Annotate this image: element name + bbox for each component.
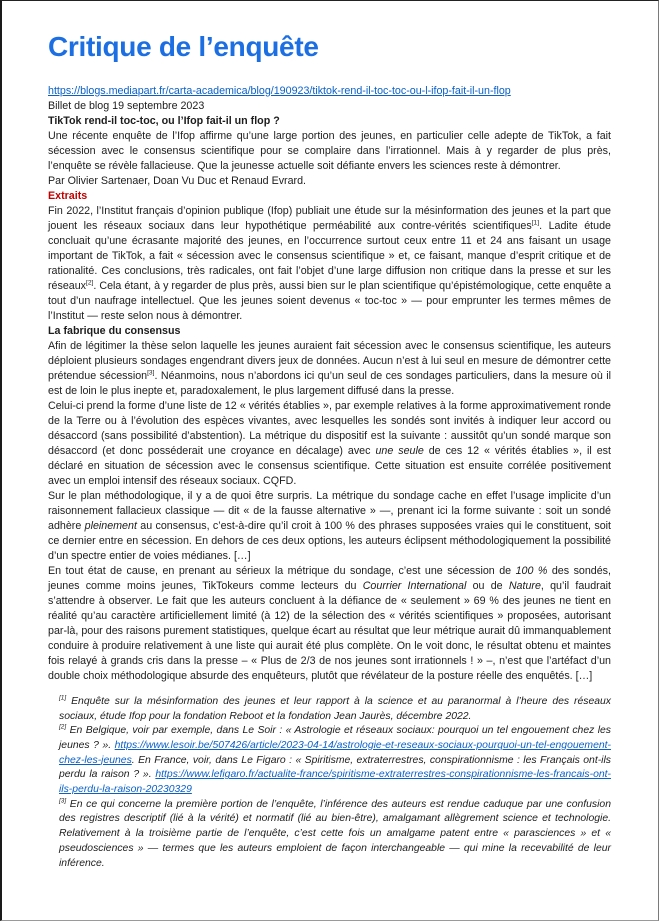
footnote-3 (59, 798, 611, 872)
source-url-line (48, 84, 611, 99)
text-run: . Ladite étude concluait qu’une écrasante majorité des jeunes, en l’occurrence surtout ceux entre 11 et 24 ans faisant un usage important de TikTok, a fait « sécession avec le consensus scientifique » et, ce faisant, manque d’esprit critique et de rationalité. Ces conclusions, très radicales, ont fait l’objet d’une large diffusion non critique dans la presse et sur les réseaux (48, 219, 611, 292)
text-run: . Cela étant, à y regarder de plus près, aussi bien sur le plan scientifique qu’épistémologique, cette enquête a tout d’un naufrage intellectuel. Que les jeunes soient devenus « toc-toc » — pour emprunter les termes mêmes de l’Institut — reste selon nous à démontrer. (48, 279, 611, 322)
paragraph-liste-verites (48, 399, 611, 489)
text-run: Afin de légitimer la thèse selon laquelle les jeunes auraient fait sécession avec le consensus scientifique, les auteurs déploient plusieurs sondages engendrant divers jeux de données. Aucun n’est à lui seul en mesure de démontrer cette prétendue sécession (48, 339, 611, 382)
text-run: pleinement (84, 519, 137, 532)
text-run: au consensus, c’est-à-dire qu’il croit à 100 % des phrases supposées vraies qui le constituent, soit ce dernier entre en sécession. En dehors de ces deux options, les auteurs éclipsent méthodologiquement la possibilité d’un spectre entier de voies médianes. […] (48, 519, 611, 562)
paragraph-methodologique (48, 489, 611, 564)
hyperlink[interactable]: https://www.lefigaro.fr/actualite-france/spiritisme-extraterrestres-conspirationnisme-les-francais-ont-ils-perdu-la-raison-20230329 (59, 769, 611, 796)
text-run: Sur le plan méthodologique, il y a de quoi être surpris. La métrique du sondage cache en effet l’usage implicite d’un raisonnement fallacieux classique — dit « de la fausse alternative » —, prenant ici la forme suivante : soit un sondé adhère (48, 489, 611, 532)
text-run: Nature (508, 579, 541, 592)
text-run: . En France, voir, dans Le Figaro : « Spiritisme, extraterrestres, conspirationnisme : les Français ont-ils perdu la raison ? ». (59, 754, 611, 781)
page-title: Critique de l’enquête (48, 31, 319, 62)
article-subtitle: TikTok rend-il toc-toc, ou l’Ifop fait-il un flop ? (48, 114, 280, 127)
footnote-ref: [2] (86, 279, 94, 287)
text-run: En tout état de cause, en prenant au sérieux la métrique du sondage, c’est une sécession de (48, 564, 516, 577)
section-heading-fabrique: La fabrique du consensus (48, 324, 181, 337)
footnote-ref: [1] (531, 219, 540, 227)
footnote-2 (59, 724, 611, 798)
text-run: Celui-ci prend la forme d’une liste de 12 « vérités établies », par exemple relatives à la forme approximativement ronde de la Terre ou à l’évolution des espèces vivantes, avec lesquelles les sondés sont invités à indiquer leur accord ou désaccord (sans possibilité d’abstention). La métrique du dispositif est la suivante : aussitôt qu’un sondé marque son désaccord (et donc posséderait une croyance en décalage) avec (48, 399, 611, 457)
text-run: Fin 2022, l’Institut français d’opinion publique (Ifop) publiait une étude sur la mésinformation des jeunes et la part que jouent les réseaux sociaux dans leur hypothétique perméabilité aux contre-vérités scientifiques (48, 204, 611, 232)
text-run: Courrier International (362, 579, 467, 592)
text-run: ou de (466, 579, 509, 592)
footnote-1 (59, 695, 611, 724)
text-run: des sondés, jeunes comme moins jeunes, TikTokeurs comme lecteurs du (48, 564, 611, 592)
footnote-ref: [3] (59, 797, 67, 805)
text-run: En Belgique, voir par exemple, dans Le Soir : « Astrologie et réseaux sociaux: pourquoi un tel engouement chez les jeunes ? ». (59, 725, 611, 751)
hyperlink[interactable]: https://www.lesoir.be/507426/article/2023-04-14/astrologie-et-reseaux-sociaux-pourquoi-un-tel-engouement-chez-les-jeunes (59, 739, 611, 766)
footnote-ref: [1] (59, 694, 67, 702)
blog-date-line: Billet de blog 19 septembre 2023 (48, 99, 205, 112)
text-run: Enquête sur la mésinformation des jeunes et leur rapport à la science et au paranormal à l’heure des réseaux sociaux, étude Ifop pour la fondation Reboot et la fondation Jean Jaurès, décembre 2022. (59, 695, 611, 722)
extracts-label: Extraits (48, 189, 88, 202)
paragraph-legitimer (48, 339, 611, 399)
footnotes-section (48, 695, 611, 871)
text-run: 100 % (515, 564, 548, 577)
paragraph-secession-100 (48, 564, 611, 684)
footnote-ref: [3] (147, 369, 155, 377)
source-url-link[interactable]: https://blogs.mediapart.fr/carta-academica/blog/190923/tiktok-rend-il-toc-toc-ou-l-ifop-fait-il-un-flop (48, 84, 511, 97)
footnote-ref: [2] (59, 723, 67, 731)
text-run: , qu’il faudrait s’attendre à observer. Le fait que les auteurs concluent à la défiance de « seulement » 69 % des jeunes ne tient en réalité qu’au caractère artificiellement limité (à 12) de la sélection des « vérités scientifiques » proposées, autorisant par-là, pour des raisons purement statistiques, quelque écart au résultat que leur métrique aurait dû immanquablement conduire à produire relativement à une liste qui aurait été plus complète. On le voit donc, le résultat obtenu et maintes fois relayé à grands cris dans la presse – « Plus de 2/3 de nos jeunes sont irrationnels ! » –, n’est que l’artéfact d’un double choix méthodologique absurde des enquêteurs, plutôt que révélateur de la posture réelle des enquêtés. […] (48, 579, 611, 682)
text-run: En ce qui concerne la première portion de l’enquête, l’inférence des auteurs est rendue caduque par une confusion des registres descriptif (lié à la vérité) et normatif (lié au bien-être), amalgamant allègrement science et technologie. Relativement à la troisième partie de l’enquête, c’est cette fois un amalgame patent entre « parasciences » et « pseudosciences » — termes que les auteurs emploient de façon interchangeable — qui mine la recevabilité de leur inférence. (59, 798, 611, 869)
lede-paragraph: Une récente enquête de l’Ifop affirme qu’une large portion des jeunes, en particulier celle adepte de TikTok, a fait sécession avec le consensus scientifique pour se complaire dans l’irrationnel. Mais à y regarder de plus près, l’enquête se révèle fallacieuse. Que la jeunesse actuelle soit défiante envers les sciences reste à démontrer. (48, 129, 611, 172)
text-run: de ces 12 « vérités établies », il est déclaré en situation de sécession avec le consensus scientifique. Cette situation est ensuite corrélée positivement avec un emploi intensif des réseaux sociaux. CQFD. (48, 444, 611, 487)
byline: Par Olivier Sartenaer, Doan Vu Duc et Renaud Evrard. (48, 174, 307, 187)
text-run: une seule (375, 444, 424, 457)
text-run: . Néanmoins, nous n’abordons ici qu’un seul de ces sondages particuliers, dans la mesure où il est de loin le plus inepte et, paradoxalement, le plus largement diffusé dans la presse. (48, 369, 611, 397)
paragraph-ifop-study (48, 204, 611, 324)
